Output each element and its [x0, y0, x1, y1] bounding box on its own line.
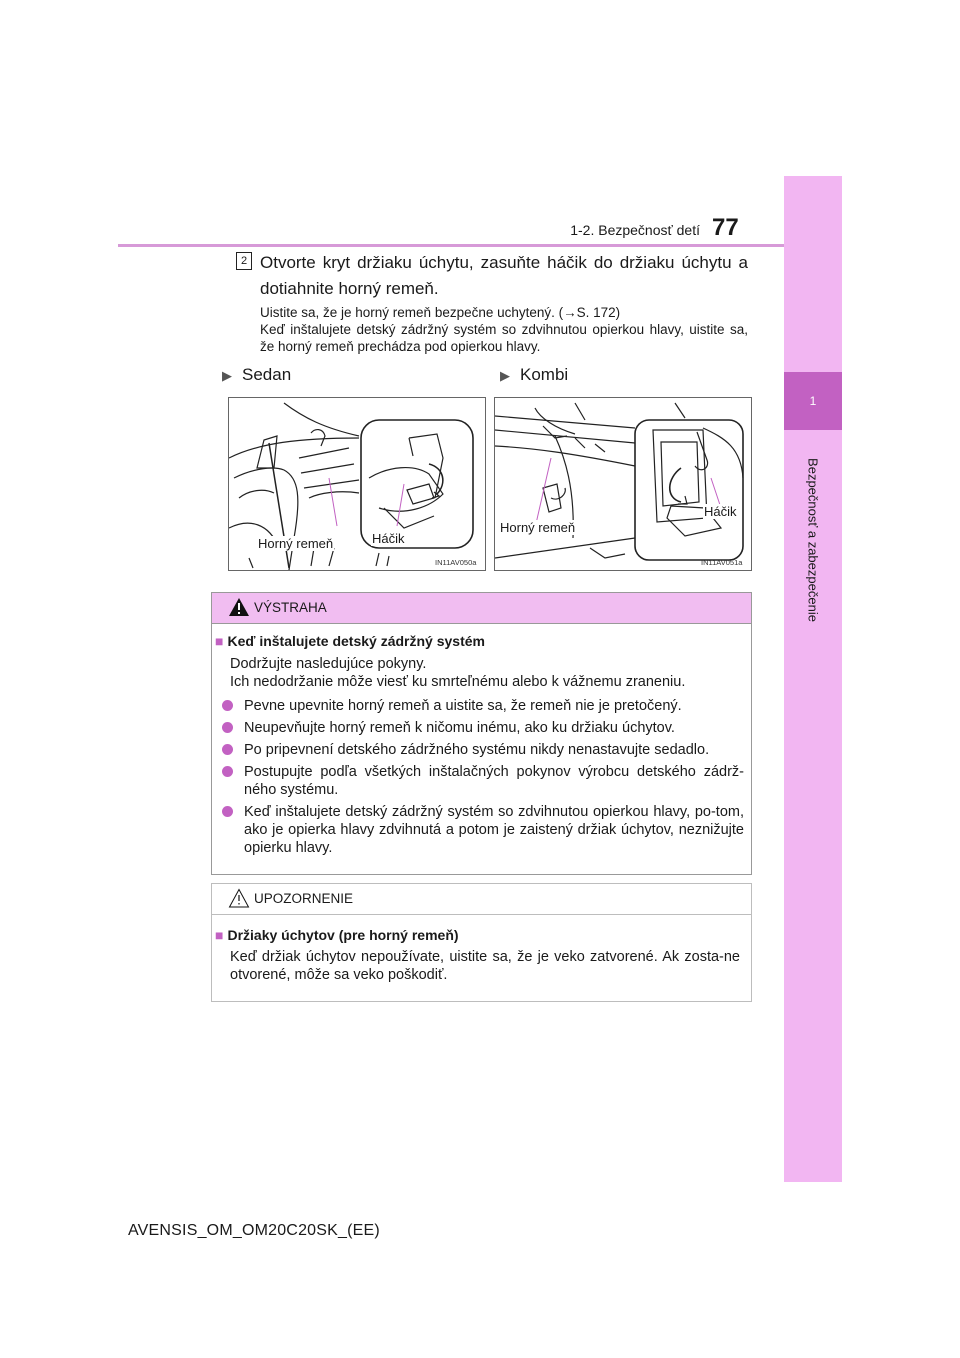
warning-intro-line2: Ich nedodržanie môže viesť ku smrteľnému alebo k vážnemu zraneniu.: [230, 674, 686, 690]
warning-triangle-icon: [228, 597, 250, 617]
caution-header: [212, 884, 751, 915]
caption-kombi-label: Kombi: [520, 365, 569, 384]
caution-subheading: [215, 927, 459, 943]
label-strap-sedan: Horný remeň: [258, 536, 334, 551]
side-tab-strip: [784, 176, 842, 1182]
warning-box: [211, 592, 752, 875]
chapter-title-vertical: Bezpečnosť a zabezpečenie: [805, 458, 821, 622]
figure-id-sedan: IN11AV050a: [435, 558, 477, 567]
warning-bullet: Keď inštalujete detský zádržný systém so zdvihnutou opierkou hlavy, po-tom, ako je opierka hlavy zdvihnutá a potom je zaistený držiak úchytov, neznižujte opierku hlavy.: [222, 803, 744, 857]
step-number: 2: [236, 252, 252, 270]
bullet-dot-icon: [222, 806, 233, 817]
caution-triangle-icon: [228, 888, 250, 908]
warning-bullet: Pevne upevnite horný remeň a uistite sa, že remeň nie je pretočený.: [222, 697, 744, 715]
caption-kombi: [500, 365, 568, 385]
square-bullet-icon: ■: [215, 633, 224, 649]
step-note-line2: Keď inštalujete detský zádržný systém so zdvihnutou opierkou hlavy, uistite sa, že horný remeň prechádza pod opierkou hlavy.: [260, 322, 748, 354]
bullet-dot-icon: [222, 700, 233, 711]
label-strap-kombi: Horný remeň: [500, 520, 576, 535]
kombi-line-art: [495, 398, 751, 570]
bullet-dot-icon: [222, 722, 233, 733]
warning-subheading-text: Keď inštalujete detský zádržný systém: [227, 633, 485, 649]
caution-subheading-text: Držiaky úchytov (pre horný remeň): [227, 927, 459, 943]
figure-sedan-illustration: [228, 397, 486, 571]
triangle-right-icon: ▶: [222, 368, 232, 383]
step-instruction: Otvorte kryt držiaku úchytu, zasuňte háčik do držiaku úchytu a dotiahnite horný remeň.: [260, 253, 748, 298]
square-bullet-icon: ■: [215, 927, 224, 943]
figure-kombi-illustration: [494, 397, 752, 571]
chapter-tab[interactable]: 1: [784, 372, 842, 430]
step-note: [260, 304, 748, 355]
caution-title: UPOZORNENIE: [254, 891, 354, 906]
warning-header: [212, 593, 751, 624]
caution-box: [211, 883, 752, 1002]
bullet-dot-icon: [222, 766, 233, 777]
label-hook-kombi: Háčik: [704, 504, 737, 519]
triangle-right-icon: ▶: [500, 368, 510, 383]
footer-code: AVENSIS_OM_OM20C20SK_(EE): [128, 1222, 380, 1239]
figure-id-kombi: IN11AV051a: [701, 558, 743, 567]
warning-bullet: Po pripevnení detského zádržného systému nikdy nenastavujte sedadlo.: [222, 741, 744, 759]
warning-title: VÝSTRAHA: [254, 600, 327, 615]
step-note-line1: Uistite sa, že je horný remeň bezpečne uchytený. (→S. 172): [260, 305, 621, 320]
page-number: 77: [712, 214, 739, 241]
warning-intro-line1: Dodržujte nasledujúce pokyny.: [230, 656, 427, 672]
bullet-dot-icon: [222, 744, 233, 755]
caption-sedan: [222, 365, 291, 385]
warning-bullet: Postupujte podľa všetkých inštalačných pokynov výrobcu detského zádrž-ného systému.: [222, 763, 744, 799]
caption-sedan-label: Sedan: [242, 365, 292, 384]
section-title: 1-2. Bezpečnosť detí: [570, 222, 700, 238]
label-hook-sedan: Háčik: [372, 531, 405, 546]
warning-bullet: Neupevňujte horný remeň k ničomu inému, ako ku držiaku úchytov.: [222, 719, 744, 737]
caution-text: Keď držiak úchytov nepoužívate, uistite sa, že je veko zatvorené. Ak zosta-ne otvorené, môže sa veko poškodiť.: [230, 949, 740, 983]
header-rule: [118, 244, 785, 247]
warning-subheading: [215, 633, 485, 649]
